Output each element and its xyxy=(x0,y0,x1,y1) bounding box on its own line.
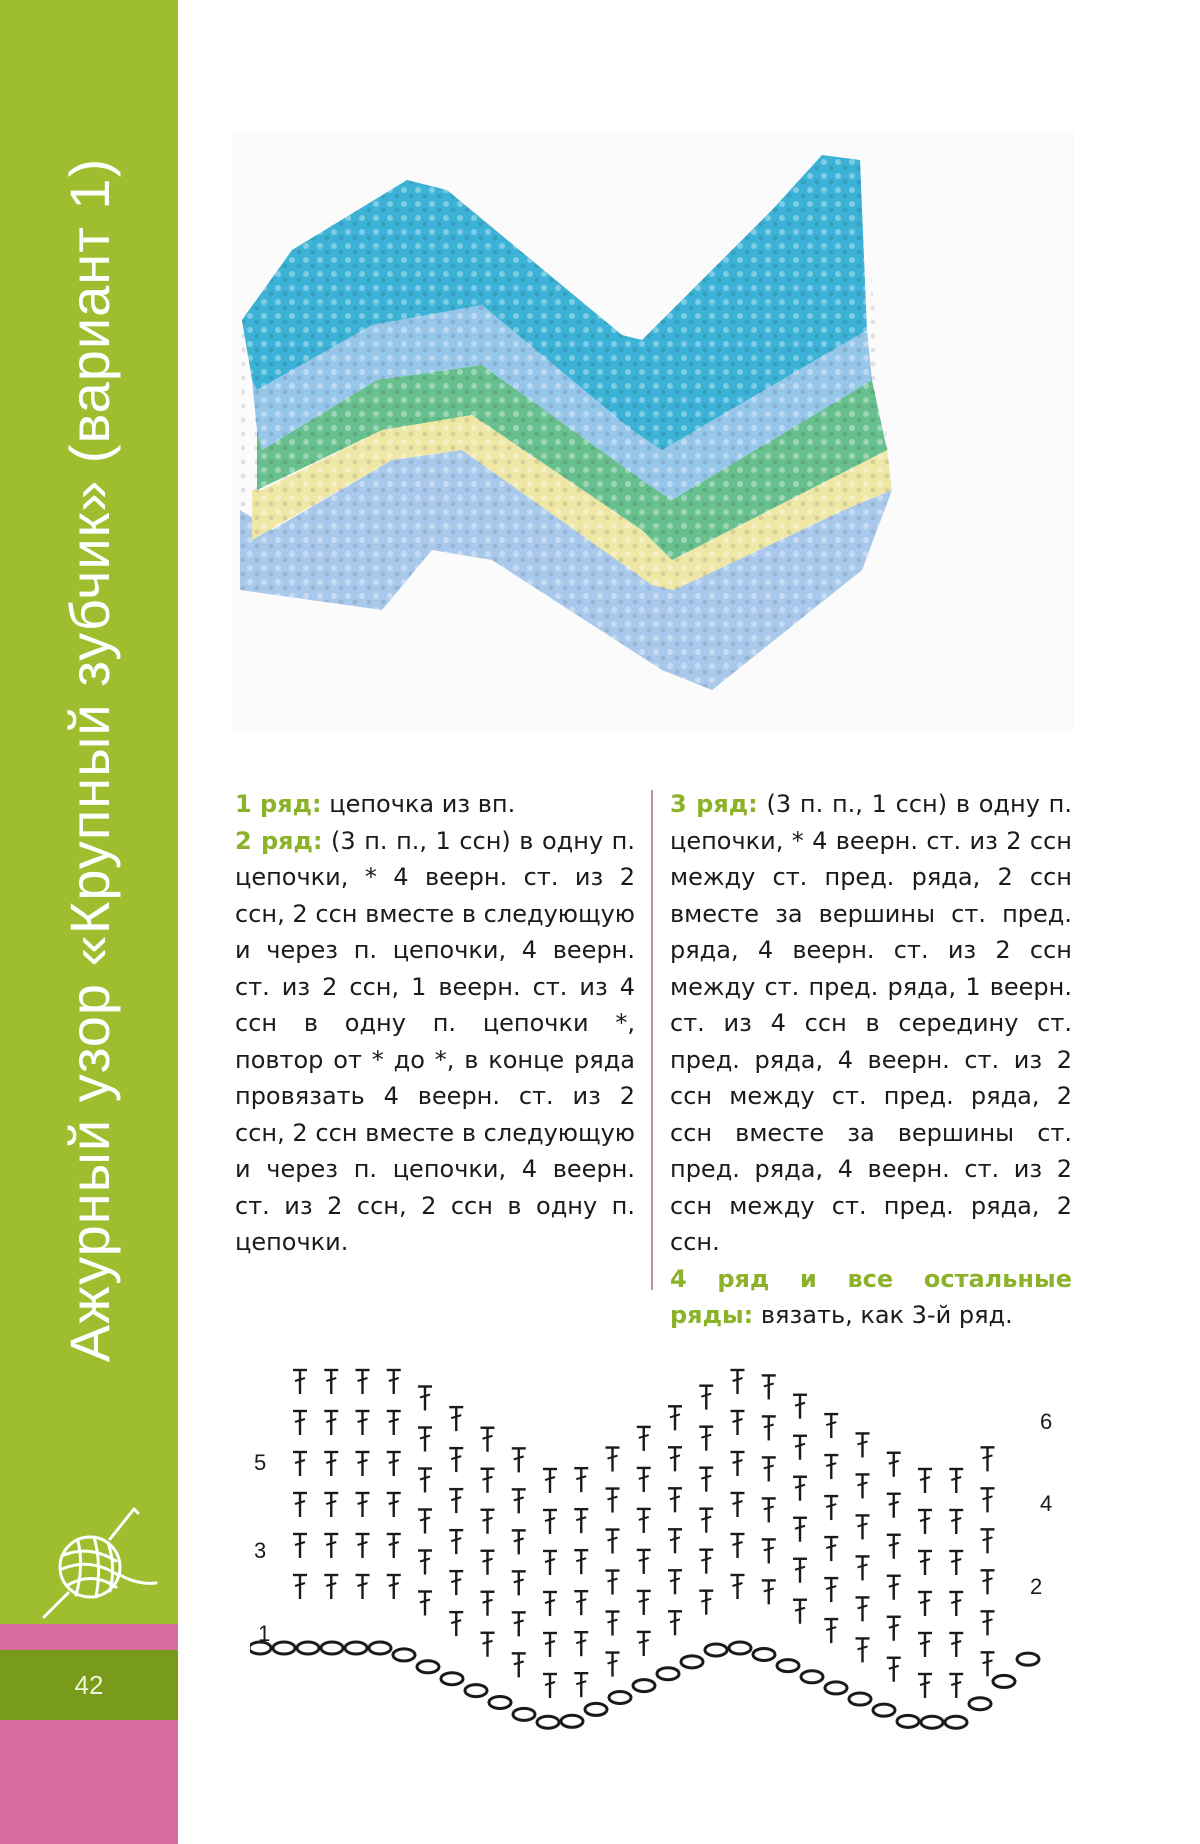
stitch-symbol xyxy=(324,1534,338,1558)
stitch-symbol xyxy=(293,1370,307,1394)
chain-stitch-symbol xyxy=(729,1642,751,1654)
stitch-symbol xyxy=(481,1510,495,1534)
stitch-symbol xyxy=(356,1370,370,1394)
chain-stitch-symbol xyxy=(609,1692,631,1704)
stitch-symbol xyxy=(574,1468,588,1492)
row-number-1: 1 xyxy=(258,1621,271,1646)
stitch-symbol xyxy=(824,1455,838,1479)
stitch-symbol xyxy=(418,1551,432,1575)
chart-symbols xyxy=(250,1370,1039,1728)
stitch-symbol xyxy=(856,1515,870,1539)
row-number-2: 2 xyxy=(1030,1574,1043,1599)
stitch-symbol xyxy=(668,1611,682,1635)
stitch-symbol xyxy=(387,1411,401,1435)
stitch-symbol xyxy=(731,1575,745,1599)
stitch-symbol xyxy=(699,1427,713,1451)
row4-text: вязать, как 3-й ряд. xyxy=(753,1301,1013,1329)
stitch-symbol xyxy=(543,1469,557,1493)
stitch-symbol xyxy=(731,1411,745,1435)
stitch-symbol xyxy=(762,1539,776,1563)
stitch-symbol xyxy=(387,1493,401,1517)
stitch-symbol xyxy=(918,1551,932,1575)
stitch-symbol xyxy=(449,1530,463,1554)
stitch-symbol xyxy=(606,1612,620,1636)
stitch-symbol xyxy=(606,1571,620,1595)
stitch-symbol xyxy=(699,1550,713,1574)
stitch-symbol xyxy=(449,1489,463,1513)
stitch-symbol xyxy=(512,1489,526,1513)
chain-stitch-symbol xyxy=(681,1656,703,1668)
stitch-symbol xyxy=(637,1550,651,1574)
vertical-chapter-title: Ажурный узор «Крупный зубчик» (вариант 1) xyxy=(57,157,121,1363)
stitch-symbol xyxy=(793,1395,807,1419)
chain-stitch-symbol xyxy=(873,1704,895,1716)
stitch-symbol xyxy=(887,1453,901,1477)
stitch-symbol xyxy=(512,1448,526,1472)
stitch-symbol xyxy=(824,1496,838,1520)
row-number-6: 6 xyxy=(1040,1409,1053,1434)
stitch-symbol xyxy=(699,1509,713,1533)
stitch-symbol xyxy=(981,1570,995,1594)
stitch-symbol xyxy=(449,1407,463,1431)
stitch-symbol xyxy=(449,1612,463,1636)
stitch-symbol xyxy=(887,1658,901,1682)
stitch-symbol xyxy=(731,1534,745,1558)
stitch-symbol xyxy=(574,1673,588,1697)
chain-stitch-symbol xyxy=(369,1642,391,1654)
stitch-symbol xyxy=(793,1600,807,1624)
stitch-symbol xyxy=(356,1534,370,1558)
chain-stitch-symbol xyxy=(1017,1653,1039,1665)
stitch-symbol xyxy=(793,1518,807,1542)
stitch-symbol xyxy=(543,1510,557,1534)
row-number-5: 5 xyxy=(254,1450,267,1475)
column-divider xyxy=(651,790,653,1290)
chain-stitch-symbol xyxy=(297,1642,319,1654)
crochet-chart-diagram xyxy=(250,1350,1070,1730)
row2-label: 2 ряд: xyxy=(235,826,323,855)
stitch-symbol xyxy=(824,1414,838,1438)
stitch-symbol xyxy=(637,1591,651,1615)
chain-stitch-symbol xyxy=(777,1660,799,1672)
stitch-symbol xyxy=(481,1633,495,1657)
stitch-symbol xyxy=(387,1575,401,1599)
stitch-symbol xyxy=(449,1571,463,1595)
stitch-symbol xyxy=(981,1652,995,1676)
row3-instruction xyxy=(670,786,1072,1261)
stitch-symbol xyxy=(762,1498,776,1522)
chain-stitch-symbol xyxy=(537,1716,559,1728)
stitch-symbol xyxy=(449,1448,463,1472)
stitch-symbol xyxy=(356,1452,370,1476)
chain-stitch-symbol xyxy=(417,1661,439,1673)
stitch-symbol xyxy=(949,1469,963,1493)
chain-stitch-symbol xyxy=(753,1648,775,1660)
stitch-symbol xyxy=(731,1493,745,1517)
chain-stitch-symbol xyxy=(825,1682,847,1694)
chain-stitch-symbol xyxy=(321,1642,343,1654)
stitch-symbol xyxy=(793,1477,807,1501)
stitch-symbol xyxy=(512,1530,526,1554)
stitch-symbol xyxy=(324,1452,338,1476)
stitch-symbol xyxy=(668,1570,682,1594)
stitch-symbol xyxy=(574,1509,588,1533)
stitch-symbol xyxy=(918,1674,932,1698)
stitch-symbol xyxy=(543,1592,557,1616)
stitch-symbol xyxy=(418,1428,432,1452)
instructions-left-column xyxy=(235,786,635,1261)
stitch-symbol xyxy=(668,1447,682,1471)
stitch-symbol xyxy=(293,1452,307,1476)
stitch-symbol xyxy=(856,1474,870,1498)
row4-instruction xyxy=(670,1261,1072,1334)
stitch-symbol xyxy=(918,1633,932,1657)
row-number-4: 4 xyxy=(1040,1491,1053,1516)
stitch-symbol xyxy=(637,1427,651,1451)
stitch-symbol xyxy=(887,1535,901,1559)
stitch-symbol xyxy=(856,1597,870,1621)
stitch-symbol xyxy=(606,1653,620,1677)
chain-stitch-symbol xyxy=(993,1675,1015,1687)
stitch-symbol xyxy=(543,1674,557,1698)
stitch-symbol xyxy=(356,1493,370,1517)
chain-stitch-symbol xyxy=(513,1708,535,1720)
stitch-symbol xyxy=(293,1411,307,1435)
chain-stitch-symbol xyxy=(585,1703,607,1715)
stitch-symbol xyxy=(418,1469,432,1493)
stitch-symbol xyxy=(824,1619,838,1643)
stitch-symbol xyxy=(856,1556,870,1580)
stitch-symbol xyxy=(481,1428,495,1452)
stitch-symbol xyxy=(731,1370,745,1394)
chain-stitch-symbol xyxy=(489,1696,511,1708)
instructions-right-column xyxy=(670,786,1072,1334)
stitch-symbol xyxy=(668,1406,682,1430)
crochet-swatch-photo xyxy=(232,130,1074,730)
stitch-symbol xyxy=(356,1575,370,1599)
stitch-symbol xyxy=(668,1529,682,1553)
chain-stitch-symbol xyxy=(945,1716,967,1728)
stitch-symbol xyxy=(637,1468,651,1492)
stitch-symbol xyxy=(887,1576,901,1600)
stitch-symbol xyxy=(762,1457,776,1481)
chain-stitch-symbol xyxy=(849,1693,871,1705)
chain-stitch-symbol xyxy=(465,1685,487,1697)
stitch-symbol xyxy=(324,1493,338,1517)
chain-stitch-symbol xyxy=(633,1680,655,1692)
stitch-symbol xyxy=(481,1469,495,1493)
stitch-symbol xyxy=(981,1611,995,1635)
stitch-symbol xyxy=(668,1488,682,1512)
stitch-symbol xyxy=(762,1375,776,1399)
stitch-symbol xyxy=(324,1411,338,1435)
stitch-symbol xyxy=(418,1592,432,1616)
yarn-ball-icon xyxy=(38,1505,160,1625)
row1-label: 1 ряд: xyxy=(235,790,322,818)
chain-stitch-symbol xyxy=(561,1715,583,1727)
stitch-symbol xyxy=(574,1632,588,1656)
stitch-symbol xyxy=(637,1509,651,1533)
stitch-symbol xyxy=(918,1592,932,1616)
stitch-symbol xyxy=(324,1370,338,1394)
stitch-symbol xyxy=(981,1488,995,1512)
stitch-symbol xyxy=(699,1386,713,1410)
stitch-symbol xyxy=(512,1571,526,1595)
stitch-symbol xyxy=(887,1617,901,1641)
row4-label: 4 ряд и все остальные ряды: xyxy=(670,1264,1072,1329)
stitch-symbol xyxy=(356,1411,370,1435)
stitch-symbol xyxy=(981,1529,995,1553)
stitch-symbol xyxy=(574,1591,588,1615)
stitch-symbol xyxy=(293,1493,307,1517)
stitch-symbol xyxy=(949,1592,963,1616)
stitch-symbol xyxy=(824,1537,838,1561)
chain-stitch-symbol xyxy=(273,1642,295,1654)
stitch-symbol xyxy=(793,1559,807,1583)
stitch-symbol xyxy=(574,1550,588,1574)
stitch-symbol xyxy=(918,1469,932,1493)
stitch-symbol xyxy=(949,1510,963,1534)
chain-stitch-symbol xyxy=(921,1716,943,1728)
stitch-symbol xyxy=(731,1452,745,1476)
stitch-symbol xyxy=(887,1494,901,1518)
stitch-symbol xyxy=(762,1416,776,1440)
stitch-symbol xyxy=(699,1468,713,1492)
chain-stitch-symbol xyxy=(345,1642,367,1654)
stitch-symbol xyxy=(949,1551,963,1575)
stitch-symbol xyxy=(543,1551,557,1575)
stitch-symbol xyxy=(606,1530,620,1554)
chain-stitch-symbol xyxy=(705,1644,727,1656)
stitch-symbol xyxy=(949,1674,963,1698)
row2-text: (3 п. п., 1 ссн) в одну п. цепочки, * 4 веерн. ст. из 2 ссн, 2 ссн вместе в следующую и через п. цепочки, 4 веерн. ст. из 2 ссн, 1 веерн. ст. из 4 ссн в одну п. цепочки *, повтор от * до *, в конце ряда провязать 4 веерн. ст. из 2 ссн, 2 ссн вместе в следующую и через п. цепочки, 4 веерн. ст. из 2 ссн, 2 ссн в одну п. цепочки. xyxy=(235,826,635,1256)
stitch-symbol xyxy=(387,1534,401,1558)
stitch-symbol xyxy=(512,1612,526,1636)
stitch-symbol xyxy=(637,1632,651,1656)
stitch-symbol xyxy=(418,1387,432,1411)
chain-stitch-symbol xyxy=(897,1715,919,1727)
stitch-symbol xyxy=(387,1370,401,1394)
row-number-3: 3 xyxy=(254,1538,267,1563)
stitch-symbol xyxy=(481,1551,495,1575)
row1-text: цепочка из вп. xyxy=(321,790,516,818)
stitch-symbol xyxy=(324,1575,338,1599)
stitch-symbol xyxy=(293,1575,307,1599)
chain-stitch-symbol xyxy=(801,1671,823,1683)
row1-instruction xyxy=(235,786,635,823)
chain-stitch-symbol xyxy=(657,1668,679,1680)
chain-stitch-symbol xyxy=(969,1698,991,1710)
stitch-symbol xyxy=(606,1489,620,1513)
stitch-symbol xyxy=(949,1633,963,1657)
stitch-symbol xyxy=(293,1534,307,1558)
stitch-symbol xyxy=(699,1591,713,1615)
stitch-symbol xyxy=(387,1452,401,1476)
stitch-symbol xyxy=(918,1510,932,1534)
stitch-symbol xyxy=(762,1580,776,1604)
chain-stitch-symbol xyxy=(441,1673,463,1685)
stitch-symbol xyxy=(793,1436,807,1460)
stitch-symbol xyxy=(418,1510,432,1534)
stitch-symbol xyxy=(543,1633,557,1657)
chain-stitch-symbol xyxy=(393,1649,415,1661)
stitch-symbol xyxy=(512,1653,526,1677)
row3-label: 3 ряд: xyxy=(670,790,758,818)
stitch-symbol xyxy=(856,1638,870,1662)
page-number: 42 xyxy=(74,1670,104,1700)
stitch-symbol xyxy=(606,1448,620,1472)
stitch-symbol xyxy=(981,1447,995,1471)
row2-instruction xyxy=(235,823,635,1261)
stitch-symbol xyxy=(856,1433,870,1457)
stitch-symbol xyxy=(824,1578,838,1602)
row3-text: (3 п. п., 1 ссн) в одну п. цепочки, * 4 веерн. ст. из 2 ссн между ст. пред. ряда, 2 ссн вместе за вершины ст. пред. ряда, 4 веерн. ст. из 2 ссн между ст. пред. ряда, 1 веерн. ст. из 4 ссн в середину ст. пред. ряда, 4 веерн. ст. из 2 ссн между ст. пред. ряда, 2 ссн вместе за вершины ст. пред. ряда, 4 веерн. ст. из 2 ссн между ст. пред. ряда, 2 ссн. xyxy=(670,790,1072,1256)
stitch-symbol xyxy=(481,1592,495,1616)
